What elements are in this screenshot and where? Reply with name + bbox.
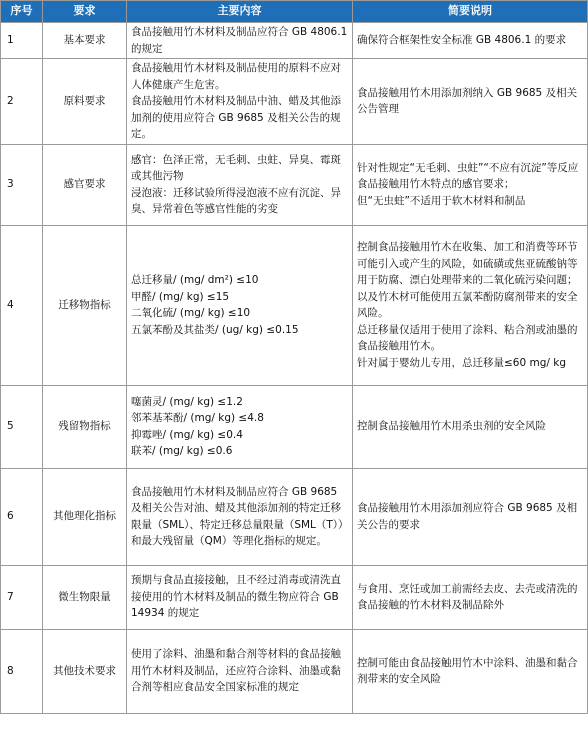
row-requirement: 其他理化指标: [43, 468, 127, 565]
content-line: 使用了涂料、油墨和黏合剂等材料的食品接触用竹木材料及制品，还应符合涂料、油墨或黏合剂等相应食品安全国家标准的规定: [131, 648, 341, 694]
row-number: 6: [1, 468, 43, 565]
row-content: [127, 59, 353, 145]
content-line: 总迁移量/ (mg/ dm²) ≤10: [131, 274, 259, 286]
note-line: 与食用、烹饪或加工前需经去皮、去壳或清洗的食品接触的竹木材料及制品除外: [357, 582, 578, 611]
table-row: [1, 629, 588, 713]
note-line: 确保符合框架性安全标准 GB 4806.1 的要求: [357, 34, 567, 47]
row-number: 4: [1, 225, 43, 385]
note-line: 但“无虫蛀”不适用于软木材料和制品: [357, 194, 526, 207]
note-line: 控制可能由食品接触用竹木中涂料、油墨和黏合剂带来的安全风险: [357, 656, 578, 685]
content-line: 抑霉唑/ (mg/ kg) ≤0.4: [131, 428, 243, 441]
row-requirement: 感官要求: [43, 144, 127, 225]
table-row: [1, 225, 588, 385]
row-note: [353, 565, 588, 629]
row-content: [127, 144, 353, 225]
row-content: [127, 23, 353, 59]
row-number: 3: [1, 144, 43, 225]
row-number: 5: [1, 385, 43, 468]
row-note: [353, 59, 588, 145]
row-requirement: 其他技术要求: [43, 629, 127, 713]
row-note: [353, 385, 588, 468]
row-number: 8: [1, 629, 43, 713]
row-requirement: 微生物限量: [43, 565, 127, 629]
row-content: [127, 385, 353, 468]
table-row: [1, 59, 588, 145]
content-line: 感官：色泽正常，无毛刺、虫蛀、异臭、霉斑或其他污物: [131, 153, 341, 182]
content-line: 食品接触用竹木材料及制品应符合 GB 4806.1 的规定: [131, 26, 348, 55]
content-line: 食品接触用竹木材料及制品应符合 GB 9685 及相关公告对油、蜡及其他添加剂的特定迁移限量（SML）、特定迁移总量限量（SML（T））和最大残留量（QM）等理化指标的规定。: [131, 485, 344, 547]
note-line: 总迁移量仅适用于使用了涂料、粘合剂或油墨的食品接触用竹木。: [357, 323, 578, 352]
content-line: 邻苯基苯酚/ (mg/ kg) ≤4.8: [131, 412, 264, 424]
note-line: 控制食品接触用竹木用杀虫剂的安全风险: [357, 420, 546, 433]
row-number: 7: [1, 565, 43, 629]
header-requirement: 要求: [43, 1, 127, 23]
row-content: [127, 565, 353, 629]
note-line: 控制食品接触用竹木在收集、加工和消费等环节可能引入或产生的风险，如硫磺或焦亚硫酸钠等用于防腐、漂白处理带来的二氧化硫污染问题；以及竹木材可能使用五氯苯酚防腐剂带来的安全风险。: [357, 241, 578, 319]
row-requirement: 基本要求: [43, 23, 127, 59]
header-content: 主要内容: [127, 1, 353, 23]
content-line: 食品接触用竹木材料及制品使用的原料不应对人体健康产生危害。: [131, 62, 341, 91]
content-line: 浸泡液：迁移试验所得浸泡液不应有沉淀、异臭、异常着色等感官性能的劣变: [131, 186, 341, 215]
content-line: 二氧化硫/ (mg/ kg) ≤10: [131, 307, 251, 319]
row-requirement: 原料要求: [43, 59, 127, 145]
row-requirement: 迁移物指标: [43, 225, 127, 385]
content-line: 噻菌灵/ (mg/ kg) ≤1.2: [131, 395, 243, 408]
table-row: [1, 23, 588, 59]
content-line: 五氯苯酚及其盐类/ (ug/ kg) ≤0.15: [131, 323, 299, 336]
row-content: [127, 468, 353, 565]
header-no: 序号: [1, 1, 43, 23]
table-header: [1, 1, 588, 23]
note-line: 食品接触用竹木用添加剂应符合 GB 9685 及相关公告的要求: [357, 502, 578, 531]
row-content: [127, 629, 353, 713]
row-number: 1: [1, 23, 43, 59]
row-requirement: 残留物指标: [43, 385, 127, 468]
table-row: [1, 385, 588, 468]
table-body: [1, 23, 588, 714]
note-line: 针对性规定“无毛刺、虫蛀”“不应有沉淀”等反应食品接触用竹木特点的感官要求；: [357, 161, 579, 191]
note-line: 针对属于婴幼儿专用，总迁移量≤60 mg/ kg: [357, 356, 567, 369]
row-content: [127, 225, 353, 385]
content-line: 联苯/ (mg/ kg) ≤0.6: [131, 445, 233, 457]
content-line: 预期与食品直接接触，且不经过消毒或清洗直接使用的竹木材料及制品的微生物应符合 GB 14934 的规定: [131, 574, 341, 620]
content-line: 食品接触用竹木材料及制品中油、蜡及其他添加剂的使用应符合 GB 9685 及相关公告的规定。: [131, 95, 341, 140]
content-line: 甲醛/ (mg/ kg) ≤15: [131, 290, 230, 303]
header-row: [1, 1, 588, 23]
table-row: [1, 144, 588, 225]
note-line: 食品接触用竹木用添加剂纳入 GB 9685 及相关公告管理: [357, 86, 578, 116]
row-note: [353, 144, 588, 225]
table-row: [1, 468, 588, 565]
row-note: [353, 629, 588, 713]
row-note: [353, 23, 588, 59]
row-note: [353, 468, 588, 565]
row-number: 2: [1, 59, 43, 145]
table-row: [1, 565, 588, 629]
row-note: [353, 225, 588, 385]
header-note: 简要说明: [353, 1, 588, 23]
